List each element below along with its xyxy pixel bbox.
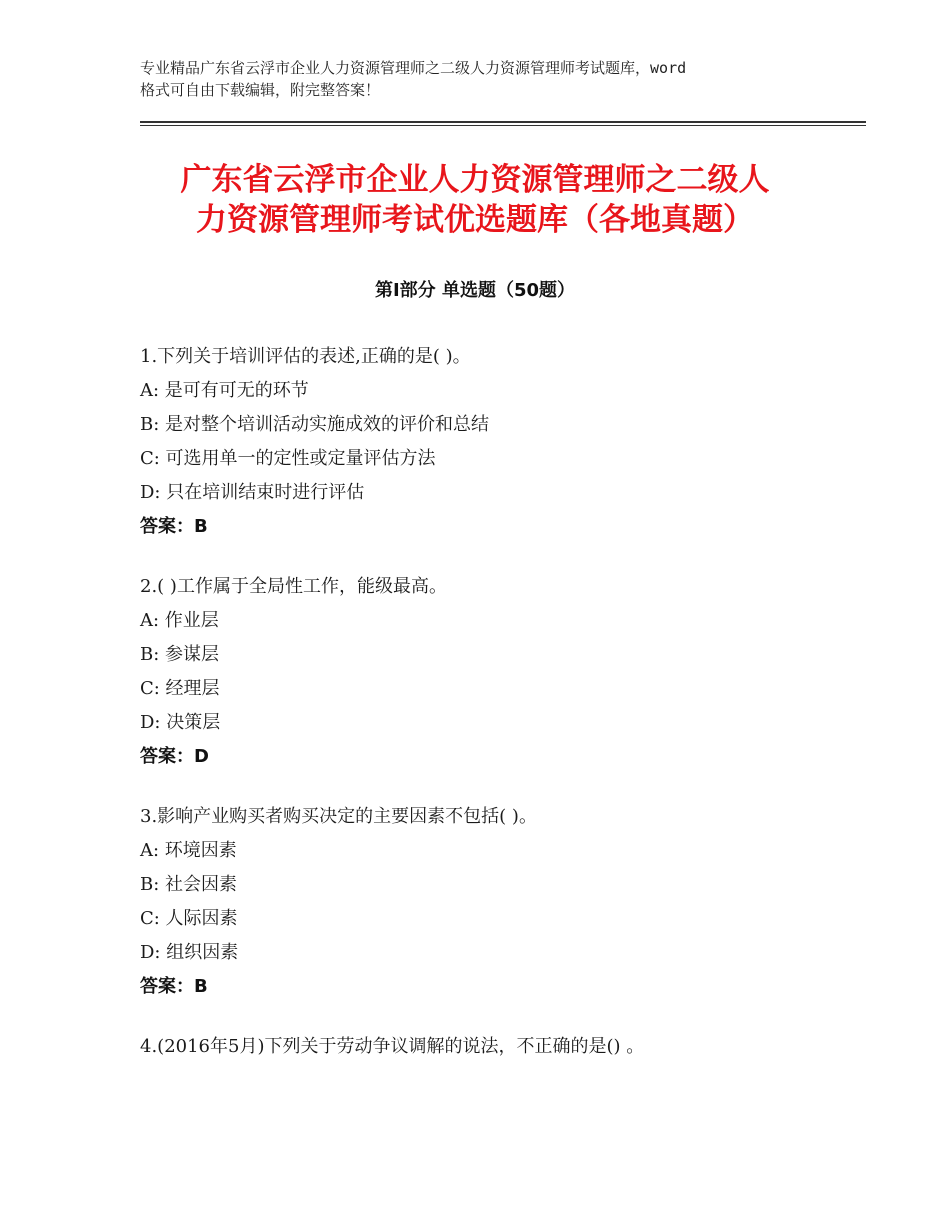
option-a: A: 环境因素 <box>140 840 237 861</box>
question-stem: 1.下列关于培训评估的表述,正确的是( )。 <box>140 346 471 367</box>
question-list <box>140 342 860 1092</box>
question-4 <box>140 1032 860 1066</box>
option-c: C: 可选用单一的定性或定量评估方法 <box>140 448 436 469</box>
header-note <box>140 57 830 101</box>
option-a: A: 是可有可无的环节 <box>140 380 309 401</box>
option-c: C: 人际因素 <box>140 908 238 929</box>
question-2 <box>140 572 860 776</box>
question-stem: 4.(2016年5月)下列关于劳动争议调解的说法，不正确的是() 。 <box>140 1036 645 1057</box>
option-d: D: 组织因素 <box>140 942 239 963</box>
option-a: A: 作业层 <box>140 610 219 631</box>
section-title: 第Ⅰ部分 单选题（50题） <box>374 280 575 301</box>
question-1 <box>140 342 860 546</box>
document-title-line-1: 广东省云浮市企业人力资源管理师之二级人 <box>180 162 770 198</box>
option-b: B: 是对整个培训活动实施成效的评价和总结 <box>140 414 490 435</box>
header-divider-thin <box>140 125 866 126</box>
option-d: D: 只在培训结束时进行评估 <box>140 482 365 503</box>
answer: 答案：B <box>140 976 208 997</box>
question-stem: 3.影响产业购买者购买决定的主要因素不包括( )。 <box>140 806 537 827</box>
header-divider-thick <box>140 121 866 123</box>
option-c: C: 经理层 <box>140 678 220 699</box>
header-note-line-1: 专业精品广东省云浮市企业人力资源管理师之二级人力资源管理师考试题库，word <box>140 59 687 77</box>
answer: 答案：D <box>140 746 209 767</box>
document-title-line-2: 力资源管理师考试优选题库（各地真题） <box>196 202 754 238</box>
option-d: D: 决策层 <box>140 712 221 733</box>
answer: 答案：B <box>140 516 208 537</box>
header-note-line-2: 格式可自由下载编辑，附完整答案！ <box>140 81 381 99</box>
question-3 <box>140 802 860 1006</box>
document-title <box>110 160 840 240</box>
question-stem: 2.( )工作属于全局性工作，能级最高。 <box>140 576 447 597</box>
option-b: B: 参谋层 <box>140 644 220 665</box>
option-b: B: 社会因素 <box>140 874 238 895</box>
